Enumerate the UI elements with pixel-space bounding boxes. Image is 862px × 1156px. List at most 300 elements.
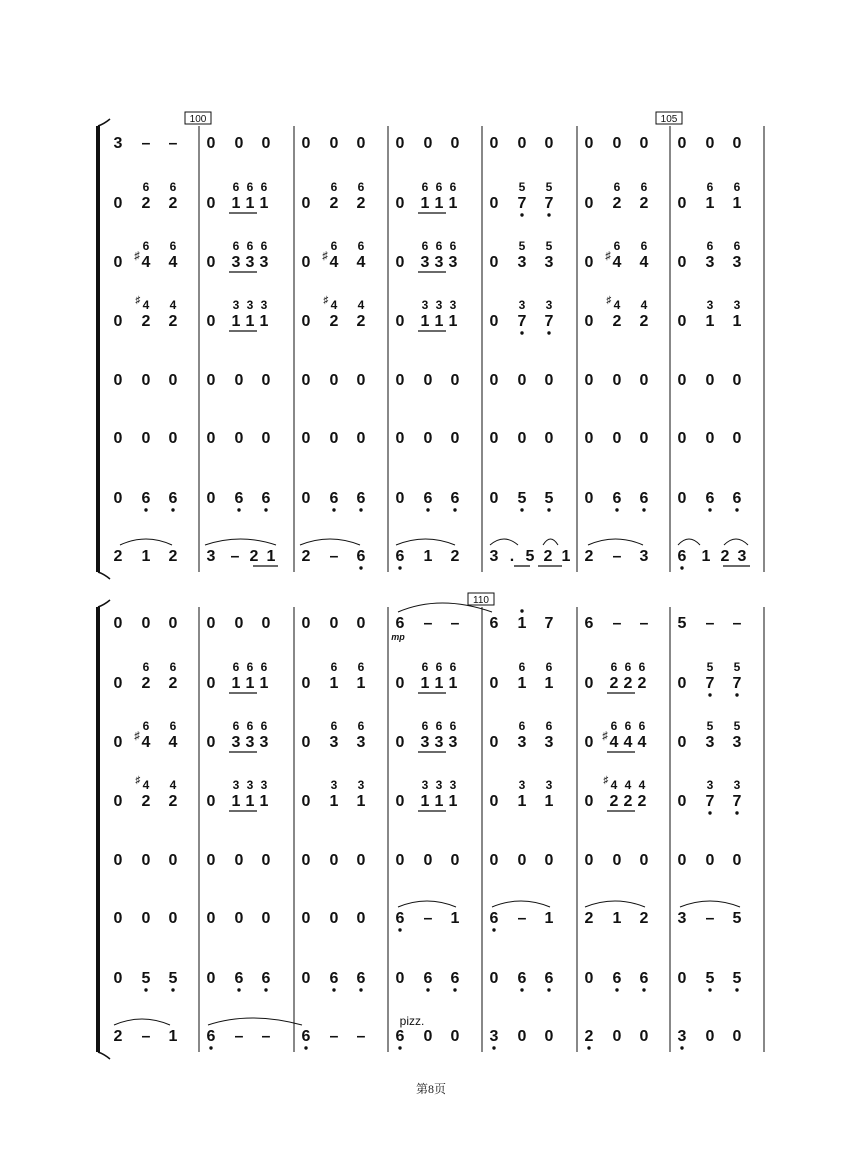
chord-note: 7: [544, 313, 554, 330]
low-octave-dot: [547, 331, 550, 334]
note: 0: [206, 254, 216, 271]
dash: –: [612, 548, 622, 565]
chord-upper-note: 6: [260, 719, 268, 733]
note: 0: [113, 852, 123, 869]
note: 0: [705, 135, 715, 152]
note: 0: [677, 254, 687, 271]
note: 0: [356, 430, 366, 447]
note: 0: [450, 135, 460, 152]
slur: [490, 539, 518, 545]
low-octave-dot: [144, 508, 147, 511]
note: 0: [612, 372, 622, 389]
chord-note: 1: [245, 195, 255, 212]
note: 0: [489, 135, 499, 152]
chord-note: 3: [329, 734, 339, 751]
note: 6: [395, 1028, 405, 1045]
chord-upper-note: 6: [518, 719, 526, 733]
chord-note: 3: [245, 734, 255, 751]
note: 3: [737, 548, 747, 565]
note: 3: [677, 1028, 687, 1045]
chord-note: 1: [259, 793, 269, 810]
chord-upper-note: 6: [706, 180, 714, 194]
chord-upper-note: 3: [232, 778, 240, 792]
slur: [588, 539, 643, 545]
note: 6: [395, 615, 405, 632]
dash: –: [356, 1028, 366, 1045]
low-octave-dot: [398, 928, 401, 931]
chord-note: 2: [141, 313, 151, 330]
chord-upper-note: 6: [169, 180, 177, 194]
chord-note: 2: [637, 793, 647, 810]
note: 0: [113, 372, 123, 389]
slur: [680, 901, 740, 907]
chord-upper-note: 3: [421, 298, 429, 312]
note: 6: [612, 970, 622, 987]
chord-upper-note: 6: [232, 719, 240, 733]
slur: [120, 539, 172, 545]
chord-upper-note: 3: [518, 778, 526, 792]
dash: –: [168, 135, 178, 152]
note: 0: [234, 852, 244, 869]
note: 6: [612, 490, 622, 507]
chord-note: 1: [448, 195, 458, 212]
note: 0: [206, 852, 216, 869]
note: 0: [612, 1028, 622, 1045]
chord-note: 7: [732, 675, 742, 692]
note: 0: [677, 675, 687, 692]
sharp-icon: ♯: [135, 295, 141, 306]
chord-note: 1: [705, 195, 715, 212]
bracket-hook-bottom: [98, 572, 110, 579]
low-octave-dot: [708, 811, 711, 814]
chord-upper-note: 6: [610, 719, 618, 733]
note: 6: [234, 970, 244, 987]
note: 2: [720, 548, 730, 565]
sharp-icon: ♯: [323, 295, 329, 306]
chord-upper-note: 3: [449, 298, 457, 312]
chord-upper-note: 6: [545, 660, 553, 674]
note: 5: [168, 970, 178, 987]
note: 0: [423, 372, 433, 389]
chord-upper-note: 6: [421, 719, 429, 733]
chord-note: 3: [231, 254, 241, 271]
chord-upper-note: 3: [435, 298, 443, 312]
chord-note: 2: [609, 793, 619, 810]
chord-note: 1: [231, 313, 241, 330]
note: 0: [395, 313, 405, 330]
chord-note: 2: [356, 195, 366, 212]
chord-upper-note: 4: [640, 298, 648, 312]
chord-upper-note: 3: [733, 778, 741, 792]
chord-upper-note: 6: [435, 660, 443, 674]
note: 0: [489, 793, 499, 810]
low-octave-dot: [492, 1046, 495, 1049]
note: 6: [732, 490, 742, 507]
low-octave-dot: [615, 508, 618, 511]
note: 5: [544, 490, 554, 507]
low-octave-dot: [171, 508, 174, 511]
note: 0: [677, 490, 687, 507]
note: 6: [517, 970, 527, 987]
chord-upper-note: 6: [142, 660, 150, 674]
chord-note: 4: [329, 254, 339, 271]
chord-note: 1: [420, 793, 430, 810]
chord-upper-note: 4: [624, 778, 632, 792]
note: 0: [544, 430, 554, 447]
note: 0: [234, 615, 244, 632]
note: 0: [168, 372, 178, 389]
note: 0: [329, 430, 339, 447]
low-octave-dot: [708, 508, 711, 511]
note: 0: [261, 430, 271, 447]
slur: [492, 901, 550, 907]
rehearsal-mark: 100: [189, 114, 207, 125]
note: 0: [206, 430, 216, 447]
chord-upper-note: 6: [638, 719, 646, 733]
note: 0: [395, 734, 405, 751]
note: 1: [141, 548, 151, 565]
note: 0: [677, 852, 687, 869]
note: 0: [329, 135, 339, 152]
note: 0: [677, 970, 687, 987]
note: 5: [732, 970, 742, 987]
note: 0: [301, 793, 311, 810]
chord-upper-note: 4: [357, 298, 365, 312]
note: 2: [249, 548, 259, 565]
chord-note: 3: [732, 734, 742, 751]
chord-upper-note: 6: [169, 660, 177, 674]
chord-upper-note: 6: [142, 180, 150, 194]
chord-upper-note: 5: [733, 719, 741, 733]
dash: –: [612, 615, 622, 632]
chord-upper-note: 4: [330, 298, 338, 312]
chord-upper-note: 3: [435, 778, 443, 792]
chord-upper-note: 6: [169, 719, 177, 733]
note: 1: [544, 910, 554, 927]
note: 6: [234, 490, 244, 507]
note: 0: [517, 430, 527, 447]
note: 0: [732, 372, 742, 389]
note: 0: [489, 254, 499, 271]
chord-note: 3: [245, 254, 255, 271]
note: 0: [168, 852, 178, 869]
note: 0: [206, 793, 216, 810]
chord-note: 1: [420, 313, 430, 330]
note: 0: [677, 372, 687, 389]
dash: –: [705, 910, 715, 927]
note: 0: [301, 970, 311, 987]
note: 0: [395, 970, 405, 987]
chord-upper-note: 4: [638, 778, 646, 792]
dash: –: [423, 615, 433, 632]
note: 5: [677, 615, 687, 632]
sharp-icon: ♯: [322, 250, 328, 262]
note: 2: [113, 1028, 123, 1045]
note: 0: [206, 372, 216, 389]
note: 0: [206, 675, 216, 692]
chord-note: 2: [168, 313, 178, 330]
chord-note: 3: [448, 734, 458, 751]
low-octave-dot: [426, 508, 429, 511]
note: 2: [584, 910, 594, 927]
sharp-icon: ♯: [134, 730, 140, 742]
dash: –: [329, 1028, 339, 1045]
note: 6: [489, 615, 499, 632]
low-octave-dot: [144, 988, 147, 991]
dash: –: [329, 548, 339, 565]
chord-note: 1: [259, 675, 269, 692]
note: 0: [677, 430, 687, 447]
chord-upper-note: 3: [246, 298, 254, 312]
note: 0: [639, 372, 649, 389]
note: 0: [450, 852, 460, 869]
note: 0: [677, 793, 687, 810]
chord-upper-note: 6: [518, 660, 526, 674]
note: 0: [677, 195, 687, 212]
note: 0: [517, 1028, 527, 1045]
note: 2: [543, 548, 553, 565]
note: 2: [168, 548, 178, 565]
note: 0: [261, 852, 271, 869]
note: 6: [261, 970, 271, 987]
chord-note: 4: [141, 254, 151, 271]
chord-upper-note: 6: [246, 180, 254, 194]
chord-upper-note: 6: [232, 180, 240, 194]
chord-upper-note: 6: [232, 239, 240, 253]
note: 3: [677, 910, 687, 927]
note: 0: [141, 852, 151, 869]
chord-upper-note: 6: [640, 180, 648, 194]
chord-note: 1: [329, 793, 339, 810]
note: 0: [141, 430, 151, 447]
note: 6: [206, 1028, 216, 1045]
chord-upper-note: 6: [545, 719, 553, 733]
note: 0: [489, 372, 499, 389]
chord-note: 1: [245, 675, 255, 692]
note: 0: [113, 254, 123, 271]
chord-note: 2: [637, 675, 647, 692]
note: 1: [517, 615, 527, 632]
page-number: 第8页: [415, 1082, 446, 1096]
note: 6: [356, 490, 366, 507]
note: 0: [423, 852, 433, 869]
note: 0: [141, 615, 151, 632]
note: 1: [701, 548, 711, 565]
note: 0: [639, 430, 649, 447]
note: 5: [705, 970, 715, 987]
chord-upper-note: 6: [435, 719, 443, 733]
chord-upper-note: 6: [449, 239, 457, 253]
low-octave-dot: [587, 1046, 590, 1049]
note: 6: [329, 490, 339, 507]
note: 0: [395, 135, 405, 152]
dynamic-mp: mp: [391, 632, 405, 642]
chord-note: 2: [168, 195, 178, 212]
note: 0: [329, 852, 339, 869]
low-octave-dot: [708, 988, 711, 991]
chord-note: 3: [544, 734, 554, 751]
chord-upper-note: 6: [260, 660, 268, 674]
chord-upper-note: 6: [169, 239, 177, 253]
low-octave-dot: [426, 988, 429, 991]
note: 0: [517, 852, 527, 869]
chord-note: 1: [231, 793, 241, 810]
chord-upper-note: 4: [142, 298, 150, 312]
chord-upper-note: 3: [706, 298, 714, 312]
low-octave-dot: [264, 508, 267, 511]
chord-note: 1: [544, 793, 554, 810]
chord-note: 1: [259, 313, 269, 330]
note: 6: [677, 548, 687, 565]
note: 0: [639, 852, 649, 869]
chord-note: 1: [434, 675, 444, 692]
note: 0: [301, 135, 311, 152]
note: 0: [489, 734, 499, 751]
note: 0: [450, 1028, 460, 1045]
note: 0: [113, 195, 123, 212]
bracket-hook-top: [98, 119, 110, 126]
chord-upper-note: 6: [246, 719, 254, 733]
dash: –: [230, 548, 240, 565]
chord-upper-note: 4: [169, 298, 177, 312]
low-octave-dot: [398, 1046, 401, 1049]
note: 6: [705, 490, 715, 507]
dash: –: [450, 615, 460, 632]
note: 0: [584, 430, 594, 447]
low-octave-dot: [615, 988, 618, 991]
low-octave-dot: [547, 988, 550, 991]
chord-note: 4: [168, 254, 178, 271]
note: 0: [168, 910, 178, 927]
chord-upper-note: 6: [330, 719, 338, 733]
chord-note: 2: [623, 793, 633, 810]
note: 0: [113, 615, 123, 632]
sharp-icon: ♯: [606, 295, 612, 306]
chord-note: 3: [517, 254, 527, 271]
dash: –: [639, 615, 649, 632]
note: 0: [395, 793, 405, 810]
note: 0: [206, 490, 216, 507]
note: 0: [584, 490, 594, 507]
note: 6: [395, 548, 405, 565]
low-octave-dot: [708, 693, 711, 696]
sharp-icon: ♯: [134, 250, 140, 262]
note: 0: [301, 734, 311, 751]
chord-upper-note: 6: [449, 719, 457, 733]
chord-upper-note: 6: [142, 239, 150, 253]
chord-upper-note: 5: [706, 660, 714, 674]
chord-note: 1: [732, 195, 742, 212]
dash: –: [234, 1028, 244, 1045]
chord-note: 2: [141, 675, 151, 692]
note: 0: [261, 372, 271, 389]
note: 0: [639, 1028, 649, 1045]
note: 0: [356, 615, 366, 632]
note: 0: [544, 852, 554, 869]
chord-note: 4: [141, 734, 151, 751]
chord-upper-note: 6: [640, 239, 648, 253]
chord-upper-note: 3: [357, 778, 365, 792]
note: 6: [450, 490, 460, 507]
chord-upper-note: 3: [232, 298, 240, 312]
note: 2: [113, 548, 123, 565]
chord-upper-note: 6: [610, 660, 618, 674]
low-octave-dot: [735, 811, 738, 814]
slur: [398, 901, 456, 907]
note: 0: [261, 910, 271, 927]
note: 0: [584, 313, 594, 330]
note: 0: [168, 430, 178, 447]
note: 0: [301, 615, 311, 632]
chord-note: 7: [705, 793, 715, 810]
low-octave-dot: [171, 988, 174, 991]
note: 0: [584, 734, 594, 751]
note: 0: [489, 490, 499, 507]
note: 0: [234, 910, 244, 927]
note: 0: [395, 675, 405, 692]
chord-upper-note: 6: [260, 239, 268, 253]
chord-upper-note: 4: [613, 298, 621, 312]
chord-upper-note: 3: [545, 298, 553, 312]
chord-note: 3: [517, 734, 527, 751]
note: 0: [584, 970, 594, 987]
chord-upper-note: 5: [545, 180, 553, 194]
note: 0: [423, 1028, 433, 1045]
chord-upper-note: 6: [330, 660, 338, 674]
chord-upper-note: 6: [449, 660, 457, 674]
chord-upper-note: 6: [706, 239, 714, 253]
chord-upper-note: 3: [518, 298, 526, 312]
note: 0: [113, 675, 123, 692]
note: 1: [450, 910, 460, 927]
slur: [300, 539, 360, 545]
low-octave-dot: [642, 988, 645, 991]
low-octave-dot: [547, 213, 550, 216]
sharp-icon: ♯: [135, 775, 141, 786]
note: 0: [544, 135, 554, 152]
chord-note: 2: [623, 675, 633, 692]
chord-note: 3: [420, 734, 430, 751]
low-octave-dot: [520, 331, 523, 334]
note: 3: [206, 548, 216, 565]
note: 0: [113, 910, 123, 927]
chord-upper-note: 6: [624, 719, 632, 733]
note: 1: [561, 548, 571, 565]
note: 5: [525, 548, 535, 565]
chord-upper-note: 6: [330, 239, 338, 253]
chord-note: 4: [168, 734, 178, 751]
note: 0: [489, 675, 499, 692]
chord-note: 3: [231, 734, 241, 751]
note: 0: [329, 910, 339, 927]
chord-note: 1: [732, 313, 742, 330]
note: 0: [113, 490, 123, 507]
chord-note: 2: [329, 313, 339, 330]
note: 3: [489, 548, 499, 565]
note: 0: [395, 430, 405, 447]
chord-upper-note: 6: [421, 239, 429, 253]
note: 1: [423, 548, 433, 565]
low-octave-dot: [304, 1046, 307, 1049]
low-octave-dot: [642, 508, 645, 511]
note: 6: [261, 490, 271, 507]
chord-upper-note: 6: [232, 660, 240, 674]
note: 0: [206, 615, 216, 632]
low-octave-dot: [735, 988, 738, 991]
note: 6: [301, 1028, 311, 1045]
chord-note: 2: [168, 675, 178, 692]
note: 0: [206, 313, 216, 330]
